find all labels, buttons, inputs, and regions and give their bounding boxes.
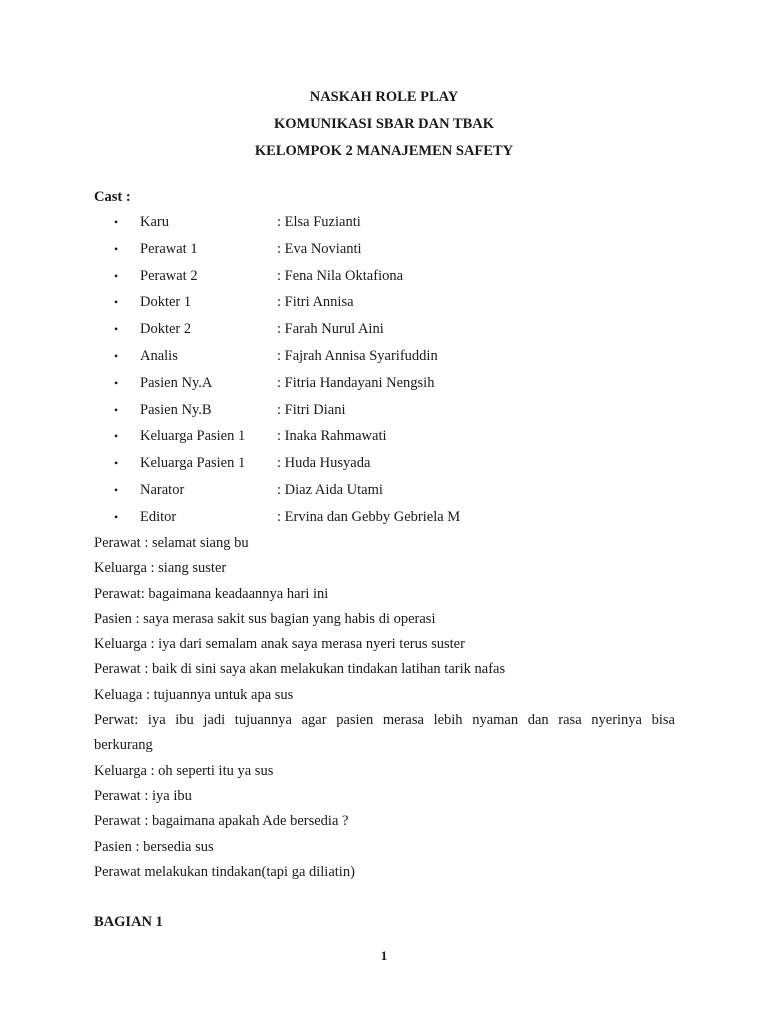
dialogue-line: Keluarga : oh seperti itu ya sus (94, 762, 274, 779)
bullet-icon: • (114, 482, 119, 497)
cast-list-item (0, 236, 768, 263)
cast-list-item (0, 289, 768, 316)
cast-actor: : Farah Nurul Aini (277, 321, 384, 338)
cast-actor: : Huda Husyada (277, 455, 371, 472)
cast-list-item (0, 316, 768, 343)
cast-actor: : Fitri Diani (277, 401, 346, 418)
bullet-icon: • (114, 509, 119, 524)
bullet-icon: • (114, 429, 119, 444)
dialogue-line: berkurang (94, 737, 153, 754)
cast-list-item (0, 477, 768, 504)
bullet-icon: • (114, 241, 119, 256)
cast-actor: : Eva Novianti (277, 240, 362, 257)
cast-list-item (0, 397, 768, 424)
cast-actor: : Fena Nila Oktafiona (277, 267, 404, 284)
cast-role: Editor (140, 508, 177, 525)
cast-list-item (0, 343, 768, 370)
cast-actor: : Elsa Fuzianti (277, 214, 361, 230)
dialogue-line: Perawat : selamat siang bu (94, 535, 249, 551)
document-subtitle: KOMUNIKASI SBAR DAN TBAK (273, 116, 495, 132)
cast-actor: : Inaka Rahmawati (277, 428, 387, 445)
document-title-block (0, 84, 768, 165)
cast-actor: : Fitria Handayani Nengsih (277, 374, 435, 391)
cast-list-item (0, 263, 768, 290)
dialogue-line: Keluaga : tujuannya untuk apa sus (94, 686, 294, 703)
cast-role: Perawat 2 (140, 267, 198, 284)
dialogue-line: Keluarga : siang suster (94, 560, 227, 577)
cast-role: Analis (140, 347, 178, 364)
dialogue-block (94, 531, 675, 885)
cast-role: Pasien Ny.A (140, 374, 213, 391)
cast-actor: : Fitri Annisa (277, 294, 354, 311)
cast-list (0, 209, 768, 531)
bullet-icon: • (114, 322, 119, 337)
bullet-icon: • (114, 456, 119, 471)
cast-actor: : Ervina dan Gebby Gebriela M (277, 508, 461, 525)
dialogue-line: Keluarga : iya dari semalam anak saya merasa nyeri terus suster (94, 636, 465, 653)
dialogue-line: Perawat : bagaimana apakah Ade bersedia ? (94, 813, 349, 830)
bullet-icon: • (114, 402, 119, 417)
dialogue-line: Pasien : saya merasa sakit sus bagian yang habis di operasi (94, 610, 436, 627)
bullet-icon: • (114, 268, 119, 283)
cast-actor: : Diaz Aida Utami (277, 481, 383, 498)
bullet-icon: • (114, 375, 119, 390)
dialogue-line: Perawat melakukan tindakan(tapi ga diliatin) (94, 863, 355, 880)
bullet-icon: • (114, 348, 119, 363)
dialogue-line: Perawat : baik di sini saya akan melakukan tindakan latihan tarik nafas (94, 661, 506, 678)
section-heading: BAGIAN 1 (94, 914, 163, 930)
bullet-icon: • (114, 215, 119, 229)
cast-role: Dokter 1 (140, 294, 192, 311)
cast-heading: Cast : (94, 189, 131, 205)
page-number: 1 (380, 948, 388, 963)
cast-actor: : Fajrah Annisa Syarifuddin (277, 347, 438, 364)
cast-role: Keluarga Pasien 1 (140, 455, 246, 472)
cast-list-item (0, 504, 768, 531)
bullet-icon: • (114, 295, 119, 310)
dialogue-line: Perawat : iya ibu (94, 787, 192, 804)
document-group-title: KELOMPOK 2 MANAJEMEN SAFETY (254, 143, 514, 159)
cast-role: Keluarga Pasien 1 (140, 428, 246, 445)
document-title: NASKAH ROLE PLAY (309, 89, 459, 105)
cast-role: Perawat 1 (140, 240, 198, 257)
cast-role: Karu (140, 214, 169, 230)
cast-role: Pasien Ny.B (140, 401, 212, 418)
cast-list-item (0, 209, 768, 236)
cast-role: Dokter 2 (140, 321, 192, 338)
cast-list-item (0, 370, 768, 397)
cast-list-item (0, 450, 768, 477)
cast-role: Narator (140, 481, 185, 498)
dialogue-line: Perawat: bagaimana keadaannya hari ini (94, 585, 329, 602)
dialogue-line: Perwat: iya ibu jadi tujuannya agar pasien merasa lebih nyaman dan rasa nyerinya bisa (94, 712, 675, 729)
cast-list-item (0, 423, 768, 450)
dialogue-line: Pasien : bersedia sus (94, 838, 214, 855)
